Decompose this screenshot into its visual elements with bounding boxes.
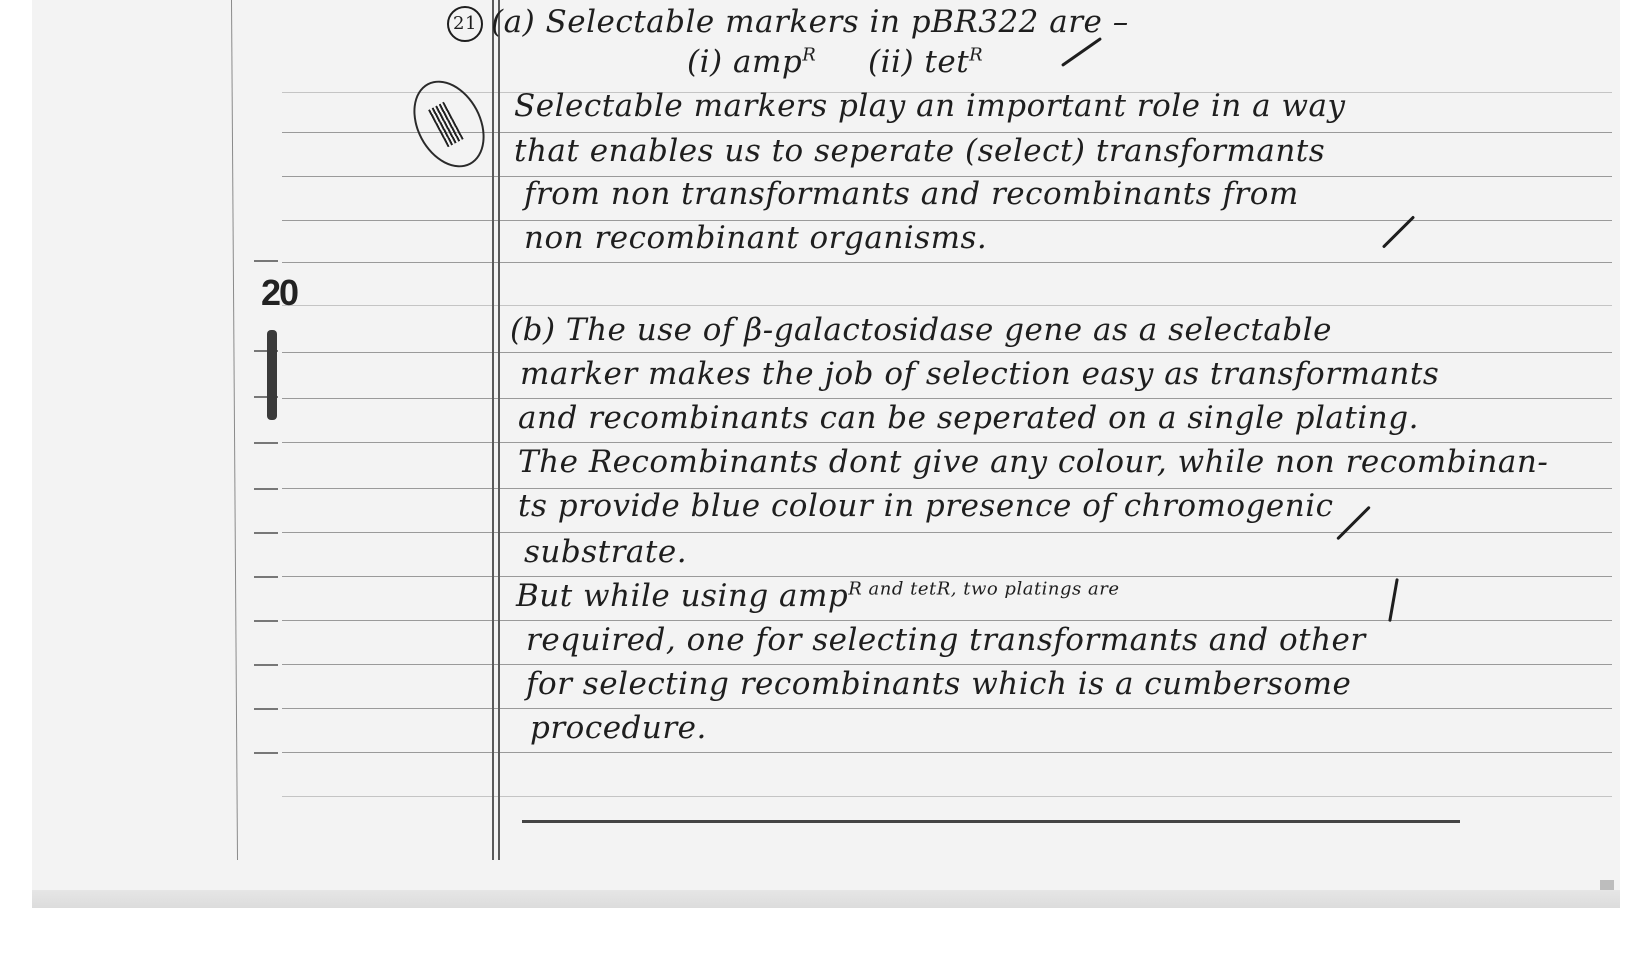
ruled-line [282, 664, 1612, 665]
examiner-mark [399, 68, 499, 179]
answer-a-heading: (a) Selectable markers in pBR322 are – [491, 4, 1129, 40]
ruled-line [282, 752, 1612, 753]
marker-i: (i) amp [687, 44, 803, 80]
marker-ii-superscript: R [969, 44, 984, 66]
answer-a-line: from non transformants and recombinants from [524, 176, 1299, 212]
ruled-line [282, 796, 1612, 797]
page-corner [1600, 880, 1614, 908]
answer-b-line: required, one for selecting transformants and other [526, 622, 1366, 658]
answer-b-superscript: R, two platings are [936, 578, 1120, 600]
answer-b-line: The Recombinants dont give any colour, while non recombinan- [518, 444, 1549, 480]
check-mark [1336, 506, 1371, 541]
answer-b-line: for selecting recombinants which is a cumbersome [526, 666, 1352, 702]
page-edge-line [231, 0, 238, 860]
answer-b-line [516, 578, 1120, 614]
answer-a-line: that enables us to seperate (select) transformants [514, 133, 1326, 169]
ruled-line [282, 398, 1612, 399]
answer-sheet [32, 0, 1620, 908]
page-number: 20 [261, 272, 298, 313]
ruled-line [282, 532, 1612, 533]
ruled-line [282, 576, 1612, 577]
question-number: 21 [447, 6, 483, 42]
answer-b-line: (b) The use of β-galactosidase gene as a selectable [510, 312, 1333, 348]
answer-b-superscript: R and tet [848, 578, 937, 600]
margin-tick [254, 576, 278, 578]
ink-blot [267, 330, 277, 420]
margin-tick [254, 488, 278, 490]
check-mark [1388, 578, 1399, 622]
marker-i-superscript: R [802, 44, 817, 66]
answer-b-fragment: But while using amp [516, 578, 849, 614]
ruled-line [282, 708, 1612, 709]
ruled-line [282, 305, 1612, 306]
ruled-line [282, 262, 1612, 263]
margin-line [492, 0, 494, 860]
margin-tick [254, 708, 278, 710]
answer-a-line: Selectable markers play an important role in a way [514, 88, 1346, 124]
marker-ii: (ii) tet [868, 44, 970, 80]
answer-b-line: and recombinants can be seperated on a single plating. [518, 400, 1419, 436]
answer-b-line: ts provide blue colour in presence of chromogenic [518, 488, 1334, 524]
answer-b-line: marker makes the job of selection easy as transformants [520, 356, 1440, 392]
answer-a-line: non recombinant organisms. [524, 220, 988, 256]
margin-tick [254, 260, 278, 262]
margin-tick [254, 442, 278, 444]
check-mark [1061, 37, 1102, 67]
margin-tick [254, 532, 278, 534]
answer-b-line: substrate. [524, 534, 688, 570]
marker-list [687, 44, 983, 80]
question-header [447, 4, 1129, 42]
margin-tick [254, 752, 278, 754]
margin-line [498, 0, 500, 860]
margin-tick [254, 664, 278, 666]
ruled-line [282, 620, 1612, 621]
margin-tick [254, 620, 278, 622]
ruled-line [282, 442, 1612, 443]
ruled-line [282, 352, 1612, 353]
answer-b-line: procedure. [530, 710, 707, 746]
end-rule [522, 820, 1460, 823]
